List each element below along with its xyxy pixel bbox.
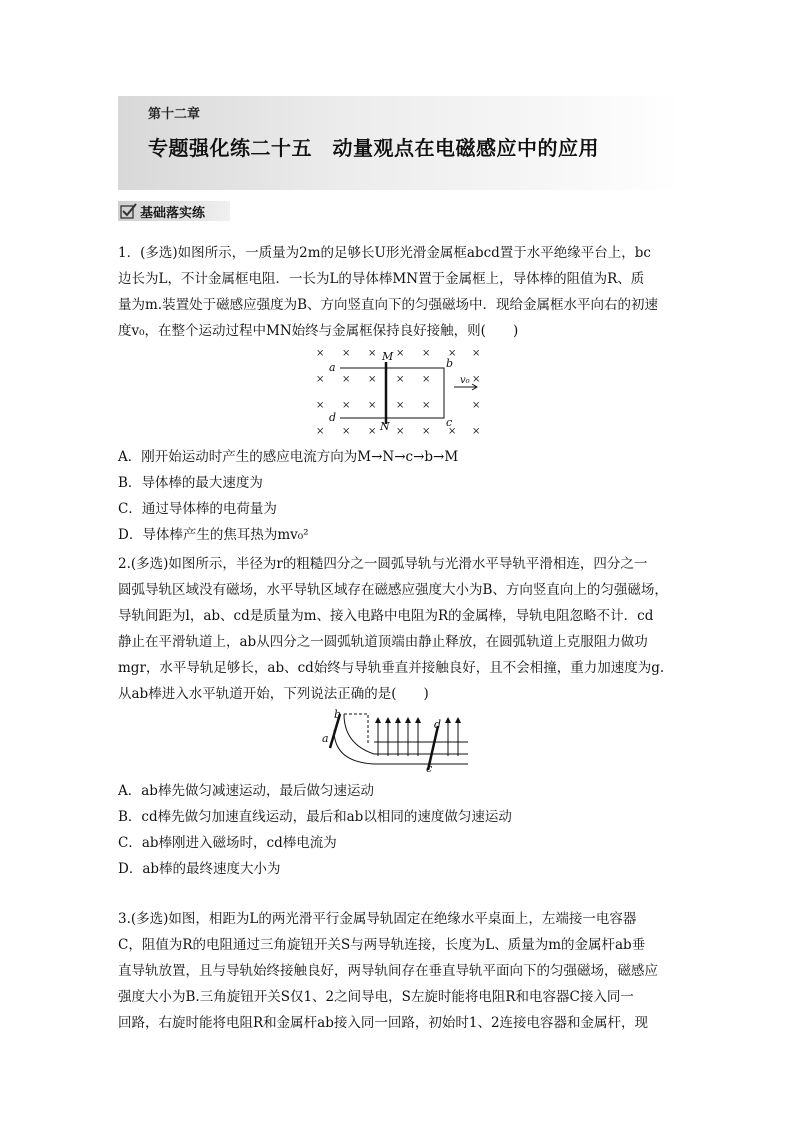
question-1-figure (310, 340, 490, 438)
question-1-line: 量为m.装置处于磁感应强度为B、方向竖直向下的匀强磁场中．现给金属框水平向右的初速 (118, 297, 659, 313)
svg-text:×: × (422, 348, 431, 359)
question-1-text (118, 240, 690, 344)
svg-text:×: × (368, 400, 377, 411)
svg-text:×: × (316, 400, 325, 411)
label-c: c (426, 762, 433, 774)
svg-text:×: × (472, 348, 481, 359)
svg-text:×: × (368, 348, 377, 359)
svg-text:×: × (396, 348, 405, 359)
question-1-option-d: D．导体棒产生的焦耳热为mv₀² (118, 527, 309, 543)
label-m: M (382, 350, 394, 363)
question-2-line: 导轨间距为l，ab、cd是质量为m、接入电路中电阻为R的金属棒，导轨电阻忽略不计．cd (118, 608, 654, 624)
label-n: N (380, 420, 390, 433)
question-3-line: C，阻值为R的电阻通过三角旋钮开关S与两导轨连接，长度为L、质量为m的金属杆ab垂 (118, 937, 646, 953)
svg-text:×: × (472, 426, 481, 437)
svg-text:×: × (342, 426, 351, 437)
svg-text:×: × (448, 426, 457, 437)
question-1-option-c: C．通过导体棒的电荷量为 (118, 501, 277, 517)
question-3-line: 回路，右旋时能将电阻R和金属杆ab接入同一回路，初始时1、2连接电容器和金属杆，现 (118, 1015, 649, 1031)
svg-text:×: × (472, 374, 481, 385)
section-header (118, 201, 230, 221)
svg-text:×: × (342, 348, 351, 359)
question-2-line: 静止在平滑轨道上，ab从四分之一圆弧轨道顶端由静止释放，在圆弧轨道上克服阻力做功 (118, 634, 648, 650)
question-2-line: 圆弧导轨区域没有磁场，水平导轨区域存在磁感应强度大小为B、方向竖直向上的匀强磁场， (118, 582, 668, 598)
question-2-line: mgr，水平导轨足够长，ab、cd始终与导轨垂直并接触良好，且不会相撞，重力加速度为g. (118, 660, 665, 676)
label-b: b (334, 708, 342, 721)
question-3-text (118, 906, 690, 1036)
section-label: 基础落实练 (140, 206, 206, 221)
svg-text:×: × (396, 426, 405, 437)
svg-text:×: × (342, 374, 351, 385)
question-1-option-a: A．刚开始运动时产生的感应电流方向为M→N→c→b→M (118, 449, 459, 465)
question-1-line: 边长为L，不计金属框电阻．一长为L的导体棒MN置于金属框上，导体棒的阻值为R、质 (118, 271, 645, 287)
question-1-line: 1．(多选)如图所示，一质量为2m的足够长U形光滑金属框abcd置于水平绝缘平台上，bc (118, 245, 651, 261)
question-2-option-a: A．ab棒先做匀减速运动，最后做匀速运动 (118, 783, 374, 799)
question-2-line: 从ab棒进入水平轨道开始，下列说法正确的是( ) (118, 686, 429, 702)
svg-text:×: × (422, 374, 431, 385)
label-d: d (434, 718, 442, 731)
svg-text:×: × (422, 426, 431, 437)
question-2-option-c: C．ab棒刚进入磁场时，cd棒电流为 (118, 835, 337, 851)
svg-text:×: × (316, 348, 325, 359)
label-d: d (329, 411, 337, 424)
svg-text:×: × (472, 400, 481, 411)
page-title: 专题强化练二十五 动量观点在电磁感应中的应用 (148, 136, 599, 160)
question-2-line: 2.(多选)如图所示，半径为r的粗糙四分之一圆弧导轨与光滑水平导轨平滑相连，四分之一 (118, 556, 648, 572)
svg-text:×: × (342, 400, 351, 411)
svg-text:×: × (316, 426, 325, 437)
field-arrows (378, 720, 458, 756)
label-a: a (322, 732, 329, 745)
label-c: c (446, 416, 453, 429)
question-3-line: 强度大小为B.三角旋钮开关S仅1、2之间导电，S左旋时能将电阻R和电容器C接入同一 (118, 989, 634, 1005)
label-a: a (329, 361, 336, 374)
question-2-option-b: B．cd棒先做匀加速直线运动，最后和ab以相同的速度做匀速运动 (118, 809, 512, 825)
svg-text:×: × (368, 426, 377, 437)
magnetic-field-crosses (316, 348, 480, 437)
svg-text:×: × (316, 374, 325, 385)
label-v0: v₀ (460, 375, 470, 386)
question-2-text (118, 551, 690, 707)
svg-text:×: × (368, 374, 377, 385)
svg-text:×: × (396, 400, 405, 411)
question-1-option-b: B．导体棒的最大速度为 (118, 475, 263, 491)
svg-text:×: × (396, 374, 405, 385)
question-2-figure (318, 706, 478, 774)
question-3-line: 直导轨放置，且与导轨始终接触良好，两导轨间存在垂直导轨平面向下的匀强磁场，磁感应 (118, 963, 658, 979)
chapter-label: 第十二章 (148, 107, 201, 122)
question-2-option-d: D．ab棒的最终速度大小为 (118, 861, 281, 877)
svg-text:×: × (422, 400, 431, 411)
svg-text:×: × (448, 348, 457, 359)
checkbox-icon (120, 202, 138, 220)
label-b: b (446, 357, 454, 370)
question-1-line: 度v₀，在整个运动过程中MN始终与金属框保持良好接触，则( ) (118, 323, 519, 339)
question-3-line: 3.(多选)如图，相距为L的两光滑平行金属导轨固定在绝缘水平桌面上，左端接一电容器 (118, 911, 637, 927)
